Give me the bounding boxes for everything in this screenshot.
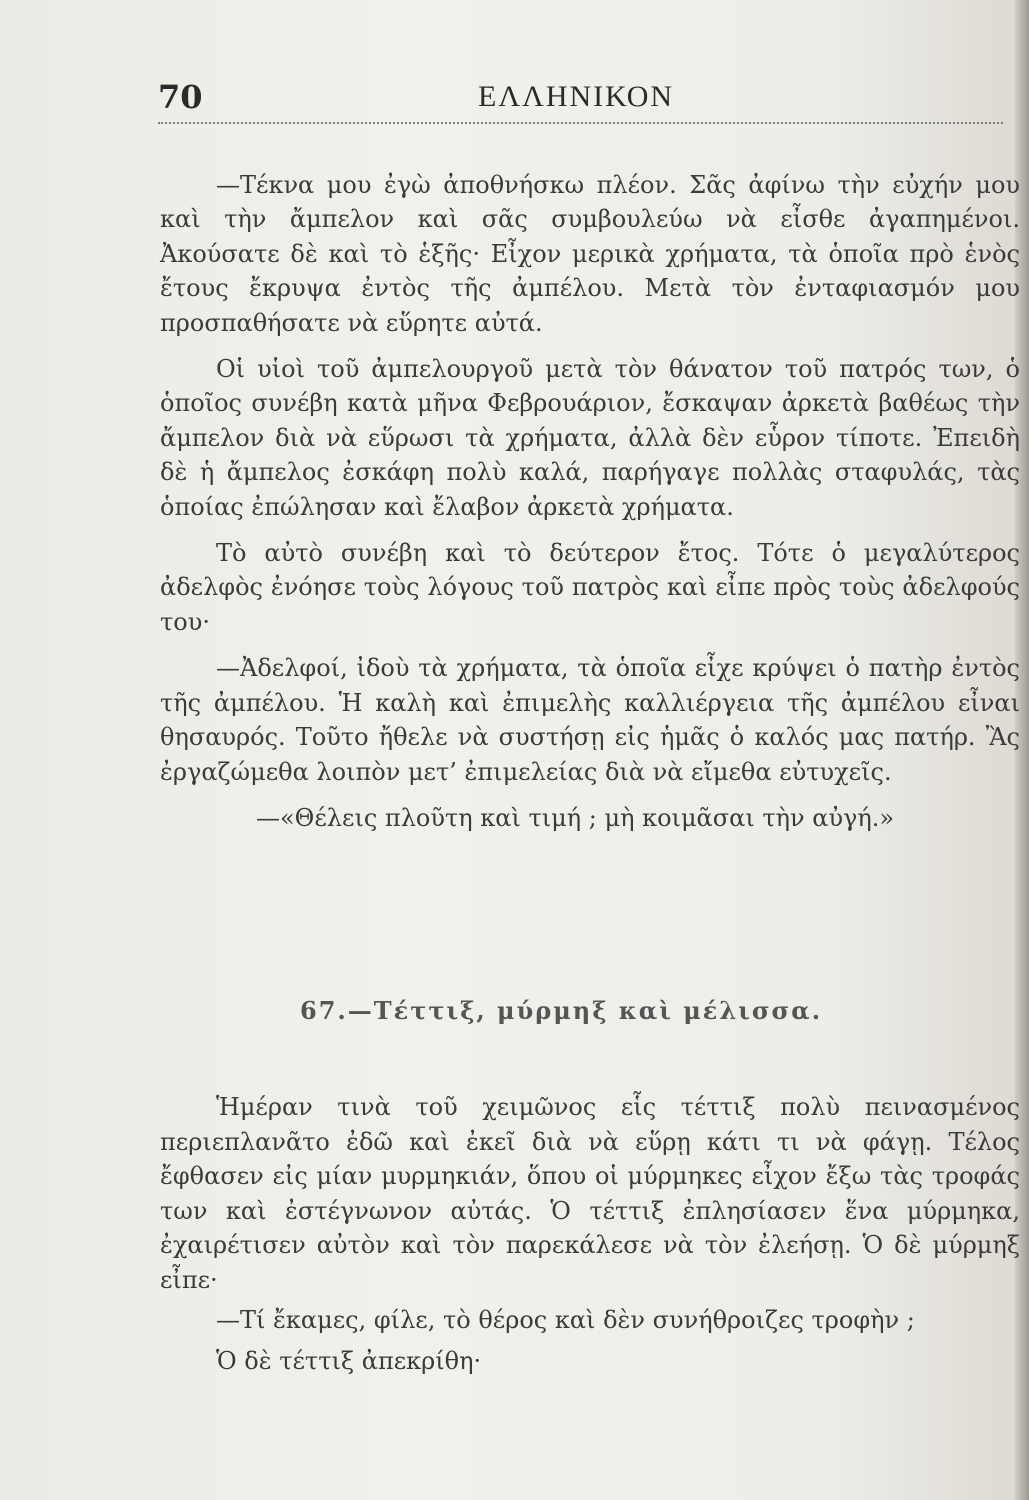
paragraph: Ἡμέραν τινὰ τοῦ χειμῶνος εἷς τέττιξ πολὺ πεινασμένος περιεπλανᾶτο ἐδῶ καὶ ἐκεῖ διὰ νὰ εὕρῃ κάτι τι νὰ φάγῃ. Τέλος ἔφθασεν εἰς μίαν μυρμηκιάν, ὅπου οἱ μύρμηκες εἶχον ἔξω τὰς τροφάς των καὶ ἐστέγνωνον αὐτάς. Ὁ τέττιξ ἐπλησίασεν ἕνα μύρμηκα, ἐχαιρέτισεν αὐτὸν καὶ τὸν παρεκάλεσε νὰ τὸν ἐλεήσῃ. Ὁ δὲ μύρμηξ εἶπε· (160, 1093, 1020, 1294)
paragraph: Τὸ αὐτὸ συνέβη καὶ τὸ δεύτερον ἔτος. Τότε ὁ μεγαλύτερος ἀδελφὸς ἐνόησε τοὺς λόγους τοῦ πατρὸς καὶ εἶπε πρὸς τοὺς ἀδελφούς του· (160, 539, 1020, 636)
paragraph: —«Θέλεις πλοῦτη καὶ τιμή ; μὴ κοιμᾶσαι τὴν αὐγή.» (256, 803, 895, 832)
fable-heading: 67.—Τέττιξ, μύρμηξ καὶ μέλισσα. (300, 996, 823, 1025)
fable-text (160, 1090, 1020, 1384)
page-number: 70 (158, 78, 203, 116)
running-head: ΕΛΛΗΝΙΚΟΝ (478, 80, 675, 113)
paragraph: —Τί ἔκαμες, φίλε, τὸ θέρος καὶ δὲν συνήθροιζες τροφὴν ; (216, 1306, 915, 1334)
header-rule (158, 122, 1003, 124)
paragraph: —Ἀδελφοί, ἰδοὺ τὰ χρήματα, τὰ ὁποῖα εἶχε κρύψει ὁ πατὴρ ἐντὸς τῆς ἀμπέλου. Ἡ καλὴ καὶ ἐπιμελὴς καλλιέργεια τῆς ἀμπέλου εἶναι θησαυρός. Τοῦτο ἤθελε νὰ συστήσῃ εἰς ἡμᾶς ὁ καλός μας πατήρ. Ἂς ἐργαζώμεθα λοιπὸν μετ’ ἐπιμελείας διὰ νὰ εἴμεθα εὐτυχεῖς. (160, 654, 1020, 786)
paragraph: —Τέκνα μου ἐγὼ ἀποθνήσκω πλέον. Σᾶς ἀφίνω τὴν εὐχήν μου καὶ τὴν ἄμπελον καὶ σᾶς συμβουλεύω νὰ εἶσθε ἀγαπημένοι. Ἀκούσατε δὲ καὶ τὸ ἑξῆς· Εἶχον μερικὰ χρήματα, τὰ ὁποῖα πρὸ ἑνὸς ἔτους ἔκρυψα ἐντὸς τῆς ἀμπέλου. Μετὰ τὸν ἐνταφιασμόν μου προσπαθήσατε νὰ εὕρητε αὐτά. (160, 171, 1020, 337)
paragraph: Οἱ υἱοὶ τοῦ ἀμπελουργοῦ μετὰ τὸν θάνατον τοῦ πατρός των, ὁ ὁποῖος συνέβη κατὰ μῆνα Φεβρουάριον, ἔσκαψαν ἀρκετὰ βαθέως τὴν ἄμπελον διὰ νὰ εὕρωσι τὰ χρήματα, ἀλλὰ δὲν εὗρον τίποτε. Ἐπειδὴ δὲ ἡ ἄμπελος ἐσκάφη πολὺ καλά, παρήγαγε πολλὰς σταφυλάς, τὰς ὁποίας ἐπώλησαν καὶ ἔλαβον ἀρκετὰ χρήματα. (160, 355, 1020, 521)
paragraph: Ὁ δὲ τέττιξ ἀπεκρίθη· (216, 1346, 482, 1375)
page-header (158, 78, 1018, 122)
story-text (160, 168, 1020, 847)
